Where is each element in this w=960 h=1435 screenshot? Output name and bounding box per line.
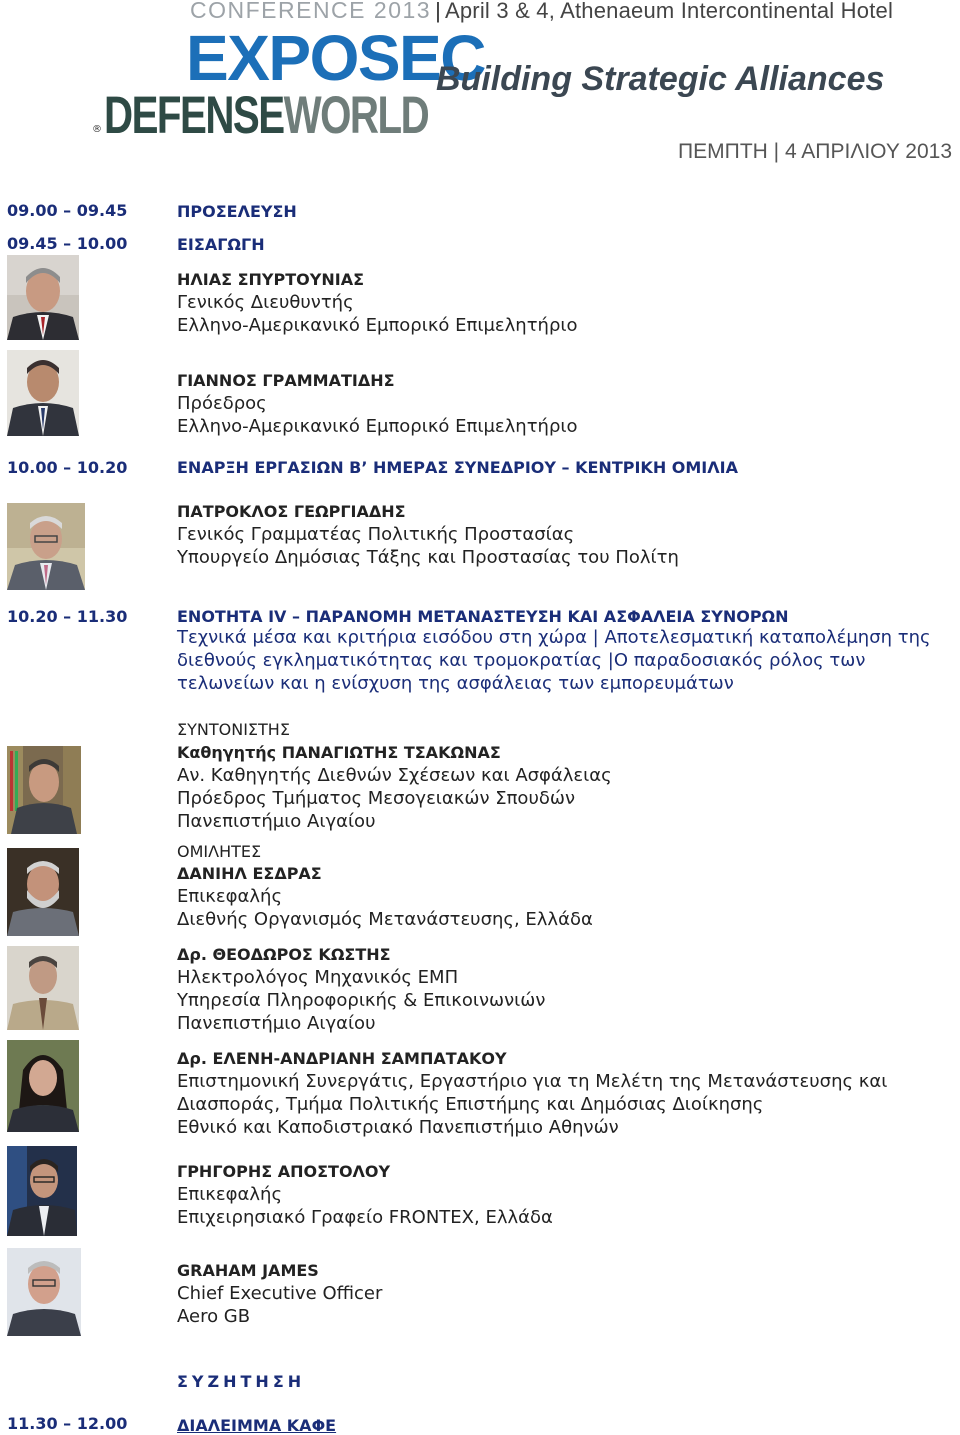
speaker-photo (7, 503, 85, 590)
conference-title: CONFERENCE 2013 (190, 0, 432, 23)
speaker-role: Επικεφαλής (177, 1184, 283, 1205)
speaker-role: Επιστημονική Συνεργάτις, Εργαστήριο για τη Μελέτη της Μετανάστευσης και (177, 1071, 888, 1092)
discussion-label: ΣΥΖΗΤΗΣΗ (177, 1372, 306, 1391)
time-slot-keynote: 10.00 – 10.20 (7, 458, 128, 477)
time-slot-section-iv: 10.20 – 11.30 (7, 607, 128, 626)
speaker-block-kostis (177, 943, 545, 1035)
speaker-role: Γενικός Γραμματέας Πολιτικής Προστασίας (177, 524, 575, 545)
conference-venue: April 3 & 4, Athenaeum Intercontinental Hotel (445, 0, 894, 23)
conference-header (190, 0, 893, 24)
moderator-block (177, 718, 612, 833)
speaker-block-james (177, 1259, 382, 1328)
speaker-block-georgiadis (177, 500, 679, 569)
speaker-name: ΓΡΗΓΟΡΗΣ ΑΠΟΣΤΟΛΟΥ (177, 1162, 391, 1181)
session-section-iv: ΕΝΟΤΗΤΑ IV – ΠΑΡΑΝΟΜΗ ΜΕΤΑΝΑΣΤΕΥΣΗ ΚΑΙ ΑΣΦΑΛΕΙΑ ΣΥΝΟΡΩΝ (177, 607, 789, 626)
speaker-block-apostolou (177, 1160, 553, 1229)
speaker-name: ΓΙΑΝΝΟΣ ΓΡΑΜΜΑΤΙΔΗΣ (177, 371, 395, 390)
speaker-role: Επικεφαλής (177, 886, 283, 907)
speaker-name: Δρ. ΘΕΟΔΩΡΟΣ ΚΩΣΤΗΣ (177, 945, 391, 964)
speaker-photo (7, 1146, 77, 1236)
speaker-role: Chief Executive Officer (177, 1283, 383, 1304)
tagline: Building Strategic Alliances (436, 60, 885, 98)
exposec-logo: EXPOSEC (186, 22, 485, 94)
logo-defense-text: DEFENSE (104, 86, 284, 145)
speaker-role-2: Διασποράς, Τμήμα Πολιτικής Επιστήμης και Δημόσιας Διοίκησης (177, 1094, 764, 1115)
speaker-block-spyrtounias (177, 268, 577, 337)
speakers-label: ΟΜΙΛΗΤΕΣ (177, 842, 262, 861)
time-slot-arrival: 09.00 – 09.45 (7, 201, 128, 220)
speaker-organization: Πανεπιστήμιο Αιγαίου (177, 811, 376, 832)
speaker-name: ΠΑΤΡΟΚΛΟΣ ΓΕΩΡΓΙΑΔΗΣ (177, 502, 406, 521)
speaker-photo (7, 848, 79, 936)
speaker-organization: Εθνικό και Καποδιστριακό Πανεπιστήμιο Αθηνών (177, 1117, 619, 1138)
speaker-role-2: Πρόεδρος Τμήματος Μεσογειακών Σπουδών (177, 788, 576, 809)
speaker-organization: Ελληνο-Αμερικανικό Εμπορικό Επιμελητήριο (177, 315, 578, 336)
speaker-name: ΔΑΝΙΗΛ ΕΣΔΡΑΣ (177, 864, 322, 883)
speaker-role-2: Υπηρεσία Πληροφορικής & Επικοινωνιών (177, 990, 546, 1011)
speaker-name: GRAHAM JAMES (177, 1261, 319, 1280)
speaker-organization: Πανεπιστήμιο Αιγαίου (177, 1013, 376, 1034)
speaker-photo (7, 1248, 81, 1336)
time-slot-coffee: 11.30 – 12.00 (7, 1414, 128, 1433)
day-date: ΠΕΜΠΤΗ | 4 ΑΠΡΙΛΙΟΥ 2013 (678, 140, 953, 163)
speaker-photo (7, 1040, 79, 1132)
speaker-photo (7, 255, 79, 340)
speaker-role: Ηλεκτρολόγος Μηχανικός ΕΜΠ (177, 967, 459, 988)
speaker-organization: Aero GB (177, 1306, 251, 1327)
speaker-photo (7, 746, 81, 834)
session-description: Τεχνικά μέσα και κριτήρια εισόδου στη χώρα | Αποτελεσματική καταπολέμηση της διεθνούς εγκληματικότητας και τρομοκρατίας |Ο παραδοσιακός ρόλος των τελωνείων και η ενίσχυση της ασφάλειας των εμπορευμάτων (177, 627, 931, 694)
speaker-organization: Διεθνής Οργανισμός Μετανάστευσης, Ελλάδα (177, 909, 593, 930)
session-arrival: ΠΡΟΣΕΛΕΥΣΗ (177, 202, 297, 221)
speaker-role: Αν. Καθηγητής Διεθνών Σχέσεων και Ασφάλειας (177, 765, 612, 786)
speaker-photo (7, 350, 79, 436)
speaker-organization: Επιχειρησιακό Γραφείο FRONTEX, Ελλάδα (177, 1207, 553, 1228)
speaker-organization: Ελληνο-Αμερικανικό Εμπορικό Επιμελητήριο (177, 416, 578, 437)
speaker-photo (7, 946, 79, 1030)
header-separator: | (435, 0, 441, 23)
speaker-block-esdras (177, 862, 593, 931)
speaker-name (177, 741, 612, 764)
speaker-organization: Υπουργείο Δημόσιας Τάξης και Προστασίας του Πολίτη (177, 547, 679, 568)
speaker-block-sampatakou (177, 1047, 887, 1139)
speaker-name: Δρ. ΕΛΕΝΗ-ΑΝΔΡΙΑΝΗ ΣΑΜΠΑΤΑΚΟΥ (177, 1049, 507, 1068)
speaker-role: Γενικός Διευθυντής (177, 292, 354, 313)
defenseworld-logo (104, 86, 429, 145)
speaker-name-text: ΠΑΝΑΓΙΩΤΗΣ ΤΣΑΚΩΝΑΣ (281, 743, 501, 762)
speaker-name: ΗΛΙΑΣ ΣΠΥΡΤΟΥΝΙΑΣ (177, 270, 364, 289)
speakers-label-block (177, 840, 261, 863)
time-slot-intro: 09.45 – 10.00 (7, 234, 128, 253)
logo-world-text: WORLD (283, 86, 429, 145)
moderator-label: ΣΥΝΤΟΝΙΣΤΗΣ (177, 720, 290, 739)
speaker-block-grammatidis (177, 369, 577, 438)
speaker-role: Πρόεδρος (177, 393, 267, 414)
session-keynote: ΕΝΑΡΞΗ ΕΡΓΑΣΙΩΝ Β’ ΗΜΕΡΑΣ ΣΥΝΕΔΡΙΟΥ – ΚΕΝΤΡΙΚΗ ΟΜΙΛΙΑ (177, 458, 738, 477)
session-intro: ΕΙΣΑΓΩΓΗ (177, 235, 265, 254)
registered-mark: ® (92, 124, 102, 135)
speaker-title-prefix: Καθηγητής (177, 743, 277, 762)
session-coffee-break: ΔΙΑΛΕΙΜΜΑ ΚΑΦΕ (177, 1416, 337, 1435)
